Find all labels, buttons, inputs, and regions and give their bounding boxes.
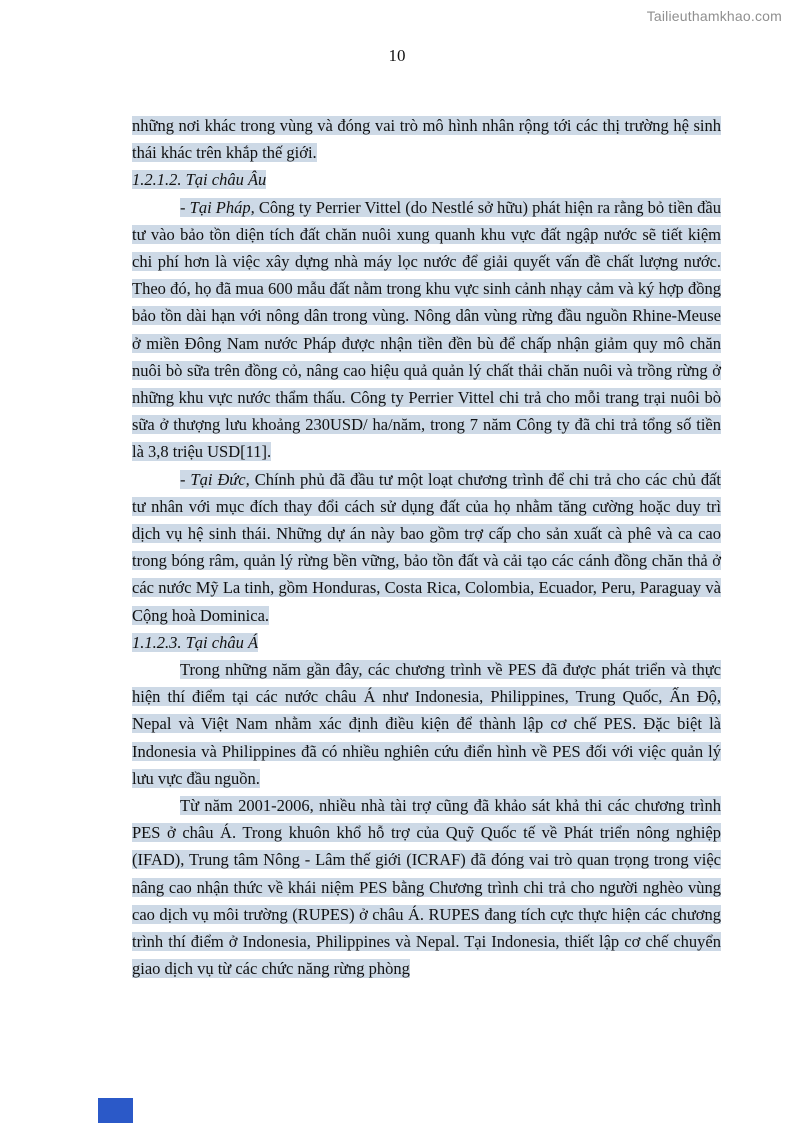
paragraph-lead-italic: - Tại Pháp, bbox=[180, 197, 255, 217]
footer-logo-fragment bbox=[98, 1098, 133, 1123]
paragraph-text: Chính phủ đã đầu tư một loạt chương trình để chi trả cho các chủ đất tư nhân với mục đích thay đổi cách sử dụng đất của họ nhằm tăng cường hoặc duy trì dịch vụ hệ sinh thái. Những dự án này bao gồm trợ cấp cho sản xuất cà phê và ca cao trong bóng râm, quản lý rừng bền vững, bảo tồn đất và cải tạo các cánh đồng chăn thả ở các nước Mỹ La tinh, gồm Honduras, Costa Rica, Colombia, Ecuador, Peru, Paraguay và Cộng hoà Dominica. bbox=[132, 469, 721, 625]
paragraph-text: Công ty Perrier Vittel (do Nestlé sở hữu) phát hiện ra rằng bỏ tiền đầu tư vào bảo tồn diện tích đất chăn nuôi xung quanh khu vực đất ngập nước sẽ tiết kiệm chi phí hơn là việc xây dựng nhà máy lọc nước để giải quyết vấn đề chất lượng nước. Theo đó, họ đã mua 600 mẫu đất nằm trong khu vực sinh cảnh nhạy cảm và ký hợp đồng bảo tồn dài hạn với nông dân trong vùng. Nông dân vùng rừng đầu nguồn Rhine-Meuse ở miền Đông Nam nước Pháp được nhận tiền đền bù để chấp nhận giảm quy mô chăn nuôi bò sữa trên đồng cỏ, nâng cao hiệu quả quản lý chất thải chăn nuôi và trồng rừng ở những khu vực nước thẩm thấu. Công ty Perrier Vittel chi trả cho mỗi trang trại nuôi bò sữa ở thượng lưu khoảng 230USD/ ha/năm, trong 7 năm Công ty đã chi trả tổng số tiền là 3,8 triệu USD[11]. bbox=[132, 197, 721, 462]
section-heading-asia bbox=[132, 629, 721, 656]
paragraph-text: Trong những năm gần đây, các chương trình về PES đã được phát triển và thực hiện thí điểm tại các nước châu Á như Indonesia, Philippines, Trung Quốc, Ấn Độ, Nepal và Việt Nam nhằm xác định điều kiện để thành lập cơ chế PES. Đặc biệt là Indonesia và Philippines đã có nhiều nghiên cứu điển hình về PES đối với việc quản lý lưu vực đầu nguồn. bbox=[132, 660, 721, 788]
page-number: 10 bbox=[388, 46, 406, 65]
paragraph-lead-italic: - Tại Đức, bbox=[180, 469, 250, 489]
paragraph-text: Từ năm 2001-2006, nhiều nhà tài trợ cũng đã khảo sát khả thi các chương trình PES ở châu Á. Trong khuôn khổ hỗ trợ của Quỹ Quốc tế về Phát triển nông nghiệp (IFAD), Trung tâm Nông - Lâm thế giới (ICRAF) đã đóng vai trò quan trọng trong việc nâng cao nhận thức về khái niệm PES bằng Chương trình chi trả cho người nghèo vùng cao dịch vụ môi trường (RUPES) ở châu Á. RUPES đang tích cực thực hiện các chương trình thí điểm ở Indonesia, Philippines và Nepal. Tại Indonesia, thiết lập cơ chế chuyển giao dịch vụ từ các chức năng rừng phòng bbox=[132, 796, 721, 979]
heading-text: 1.1.2.3. Tại châu Á bbox=[132, 632, 259, 652]
watermark-text: Tailieuthamkhao.com bbox=[646, 8, 782, 24]
paragraph-text: những nơi khác trong vùng và đóng vai trò mô hình nhân rộng tới các thị trường hệ sinh thái khác trên khắp thế giới. bbox=[132, 116, 721, 163]
heading-text: 1.2.1.2. Tại châu Âu bbox=[132, 170, 267, 190]
paragraph-france bbox=[132, 194, 721, 466]
section-heading-europe bbox=[132, 166, 721, 193]
paragraph-asia-2 bbox=[132, 792, 721, 982]
document-body bbox=[132, 112, 721, 983]
paragraph-asia-1 bbox=[132, 656, 721, 792]
paragraph-germany bbox=[132, 466, 721, 629]
paragraph-continuation bbox=[132, 112, 721, 166]
